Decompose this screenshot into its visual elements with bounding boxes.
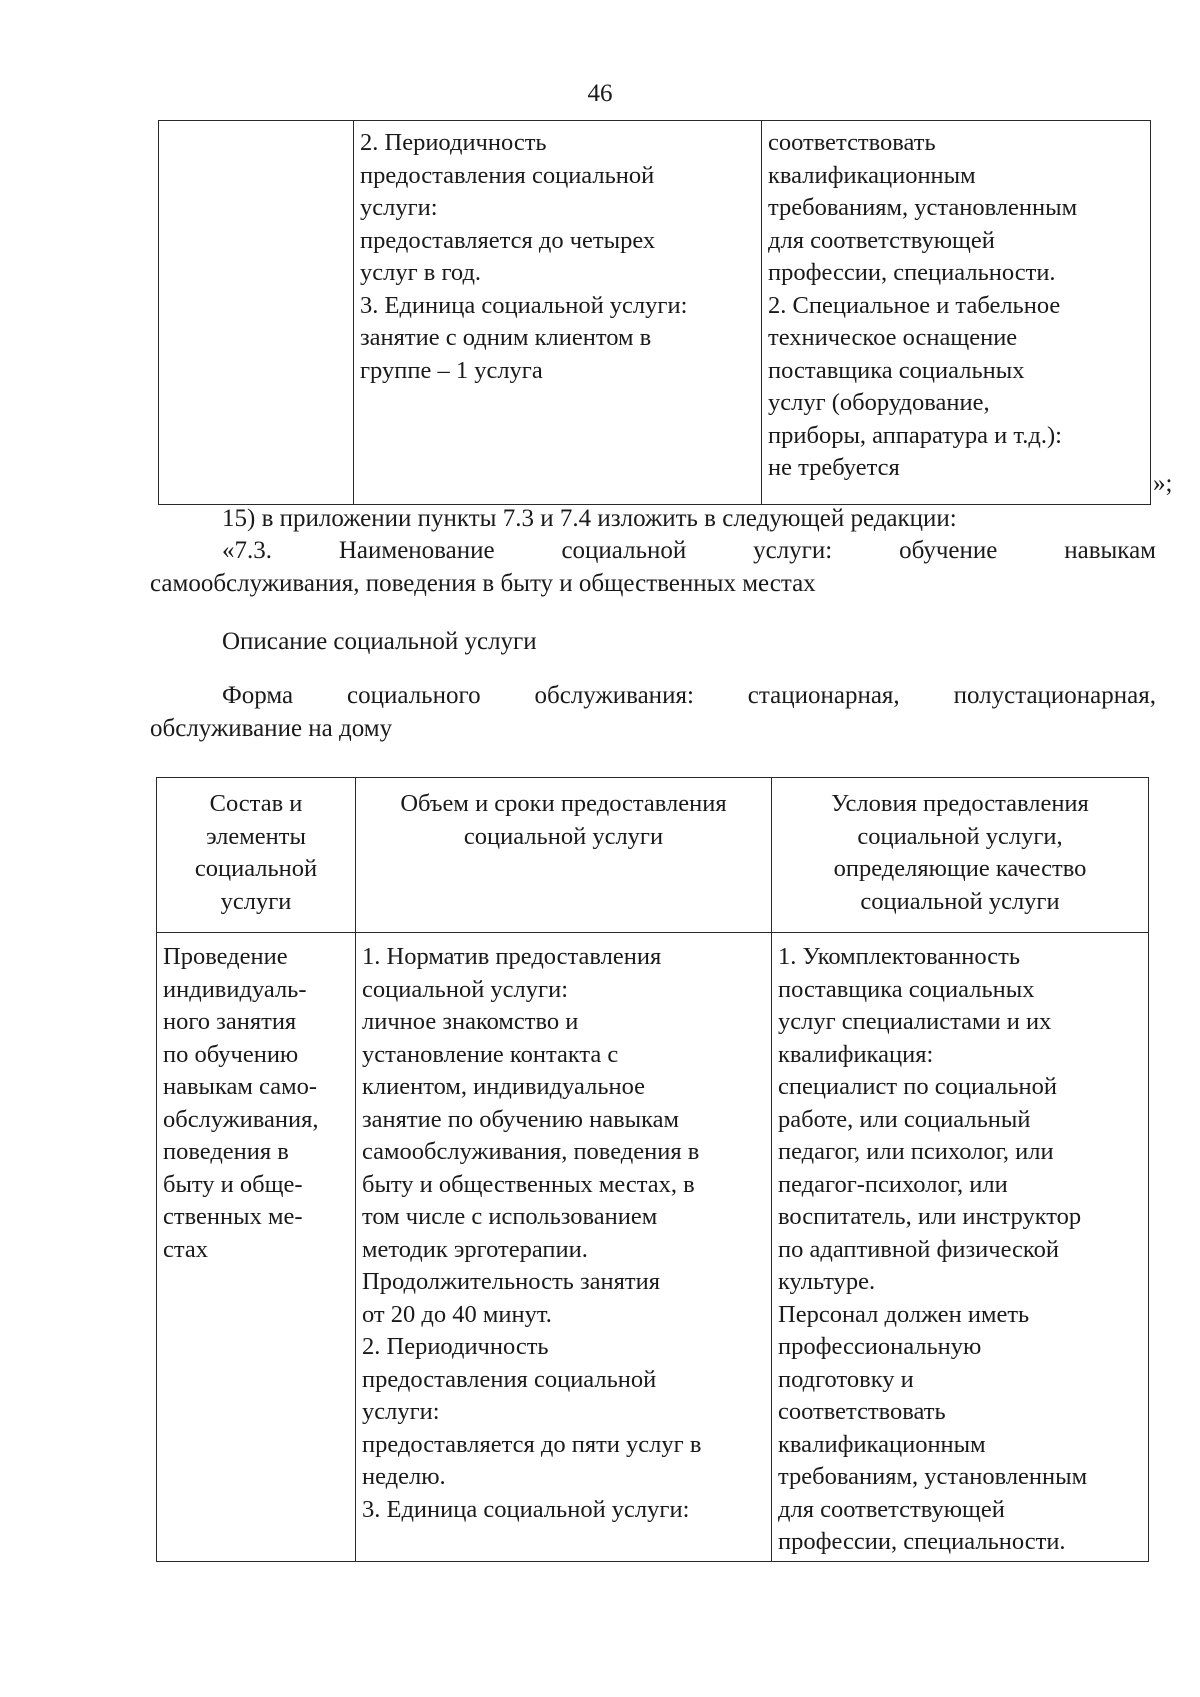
item-15-text: 15) в приложении пункты 7.3 и 7.4 изложить в следующей редакции: bbox=[222, 505, 957, 532]
cell-line: услуги: bbox=[362, 1398, 440, 1425]
cell-line: предоставляется до пяти услуг в bbox=[362, 1430, 702, 1458]
cell-line: соответствовать bbox=[768, 129, 936, 156]
cell-line: клиентом, индивидуальное bbox=[362, 1073, 646, 1100]
volume-terms-cell bbox=[356, 933, 772, 1562]
cell-line: услуг в год. bbox=[360, 259, 482, 286]
item-7-3-continuation: самообслуживания, поведения в быту и общественных местах bbox=[150, 569, 816, 597]
cell-line: услуги bbox=[220, 887, 292, 915]
cell-line: культуре. bbox=[778, 1268, 876, 1295]
cell-line: установление контакта с bbox=[362, 1040, 619, 1068]
cell-line: том числе с использованием bbox=[362, 1203, 658, 1230]
cell-line: предоставления социальной bbox=[360, 161, 655, 189]
justified-word: стационарная, bbox=[747, 682, 900, 709]
cell-line: самообслуживания, поведения в bbox=[362, 1138, 700, 1165]
cell-line: поведения в bbox=[163, 1138, 289, 1165]
cell-line: для соответствующей bbox=[768, 226, 995, 254]
cell-line: стах bbox=[163, 1235, 209, 1263]
cell-line: быту и общественных местах, в bbox=[362, 1170, 695, 1198]
cell-line: подготовку и bbox=[778, 1365, 914, 1393]
cell-line: для соответствующей bbox=[778, 1495, 1005, 1523]
cell-line: социальной услуги bbox=[463, 822, 664, 850]
item-7-3-paragraph bbox=[150, 535, 1156, 600]
description-heading: Описание социальной услуги bbox=[222, 628, 537, 655]
conditions-cell bbox=[762, 121, 1151, 505]
justified-word: Наименование bbox=[338, 537, 495, 564]
header-conditions bbox=[772, 778, 1149, 933]
justified-word: «7.3. bbox=[222, 537, 272, 564]
cell-line: воспитатель, или инструктор bbox=[778, 1203, 1082, 1230]
justified-word: социального bbox=[347, 682, 481, 709]
cell-line: предоставления социальной bbox=[362, 1365, 657, 1393]
service-table bbox=[156, 777, 1149, 1562]
cell-line: обслуживания, bbox=[163, 1105, 319, 1133]
item-15-paragraph bbox=[150, 503, 1156, 536]
cell-line: услуг специалистами и их bbox=[778, 1008, 1052, 1035]
continued-table bbox=[158, 120, 1151, 505]
cell-line: личное знакомство и bbox=[362, 1008, 579, 1035]
cell-line: социальной услуги, bbox=[857, 822, 1063, 850]
volume-terms-cell bbox=[354, 121, 762, 505]
cell-line: по адаптивной физической bbox=[778, 1235, 1059, 1263]
cell-line: квалификация: bbox=[778, 1040, 934, 1068]
cell-line: профессии, специальности. bbox=[768, 259, 1056, 286]
cell-line: индивидуаль- bbox=[163, 975, 307, 1003]
cell-line: элементы bbox=[206, 822, 306, 850]
cell-line: занятие по обучению навыкам bbox=[362, 1105, 680, 1133]
cell-line: социальной bbox=[194, 855, 318, 882]
cell-line: поставщика социальных bbox=[778, 975, 1035, 1003]
cell-line: педагог-психолог, или bbox=[778, 1170, 1008, 1198]
justified-word: социальной bbox=[561, 537, 687, 564]
composition-cell bbox=[159, 121, 354, 505]
cell-line: услуги: bbox=[360, 194, 438, 221]
cell-line: 2. Специальное и табельное bbox=[768, 291, 1061, 319]
justified-word: услуги: bbox=[753, 537, 833, 564]
cell-line: квалификационным bbox=[768, 161, 976, 189]
cell-line: неделю. bbox=[362, 1463, 446, 1490]
cell-line: поставщика социальных bbox=[768, 356, 1025, 384]
justified-word: обучение bbox=[899, 537, 998, 564]
cell-line: не требуется bbox=[768, 454, 900, 481]
cell-line: ственных ме- bbox=[163, 1203, 303, 1230]
cell-line: 2. Периодичность bbox=[362, 1333, 549, 1360]
closing-quote-mark: »; bbox=[1153, 470, 1173, 497]
cell-line: специалист по социальной bbox=[778, 1073, 1058, 1100]
cell-line: 1. Укомплектованность bbox=[778, 943, 1021, 970]
cell-line: Состав и bbox=[209, 790, 303, 817]
header-volume-terms bbox=[356, 778, 772, 933]
table-row bbox=[159, 121, 1151, 505]
cell-line: 2. Периодичность bbox=[360, 129, 547, 156]
page-number: 46 bbox=[587, 80, 613, 107]
description-heading-block bbox=[150, 626, 1156, 659]
cell-line: педагог, или психолог, или bbox=[778, 1138, 1054, 1165]
cell-line: Проведение bbox=[163, 943, 288, 970]
cell-line: требованиям, установленным bbox=[778, 1463, 1088, 1490]
cell-line: Продолжительность занятия bbox=[362, 1268, 660, 1295]
service-form-continuation: обслуживание на дому bbox=[150, 714, 393, 742]
cell-line: по обучению bbox=[163, 1040, 299, 1068]
service-form-paragraph bbox=[150, 680, 1156, 745]
cell-line: Персонал должен иметь bbox=[778, 1300, 1030, 1328]
cell-line: 1. Норматив предоставления bbox=[362, 943, 662, 970]
cell-line: Объем и сроки предоставления bbox=[400, 790, 727, 817]
conditions-cell bbox=[772, 933, 1149, 1562]
table-header-row bbox=[157, 778, 1149, 933]
cell-line: профессии, специальности. bbox=[778, 1528, 1066, 1555]
cell-line: требованиям, установленным bbox=[768, 194, 1078, 221]
cell-line: ного занятия bbox=[163, 1008, 297, 1035]
cell-line: профессиональную bbox=[778, 1333, 982, 1360]
header-composition bbox=[157, 778, 356, 933]
cell-line: приборы, аппаратура и т.д.): bbox=[768, 421, 1062, 449]
cell-line: 3. Единица социальной услуги: bbox=[360, 291, 688, 319]
justified-word: Форма bbox=[222, 682, 294, 709]
justified-word: полустационарная, bbox=[953, 682, 1156, 709]
cell-line: услуг (оборудование, bbox=[768, 389, 990, 416]
cell-line: техническое оснащение bbox=[768, 324, 1018, 351]
service-form-first-line bbox=[150, 680, 1156, 713]
item-7-3-first-line bbox=[150, 535, 1156, 568]
cell-line: соответствовать bbox=[778, 1398, 946, 1425]
cell-line: Условия предоставления bbox=[831, 790, 1089, 817]
cell-line: социальной услуги: bbox=[362, 975, 569, 1003]
cell-line: 3. Единица социальной услуги: bbox=[362, 1495, 690, 1523]
cell-line: навыкам само- bbox=[163, 1073, 318, 1100]
cell-line: определяющие качество bbox=[833, 855, 1087, 882]
cell-line: от 20 до 40 минут. bbox=[362, 1300, 552, 1328]
cell-line: занятие с одним клиентом в bbox=[360, 324, 652, 351]
composition-cell bbox=[157, 933, 356, 1562]
justified-word: навыкам bbox=[1064, 537, 1156, 564]
cell-line: работе, или социальный bbox=[778, 1105, 1031, 1133]
cell-line: методик эрготерапии. bbox=[362, 1235, 588, 1263]
cell-line: социальной услуги bbox=[860, 887, 1060, 915]
cell-line: группе – 1 услуга bbox=[360, 356, 543, 384]
justified-word: обслуживания: bbox=[534, 682, 694, 709]
cell-line: предоставляется до четырех bbox=[360, 226, 656, 254]
cell-line: квалификационным bbox=[778, 1430, 986, 1458]
cell-line: быту и обще- bbox=[163, 1170, 303, 1198]
table-row bbox=[157, 933, 1149, 1562]
